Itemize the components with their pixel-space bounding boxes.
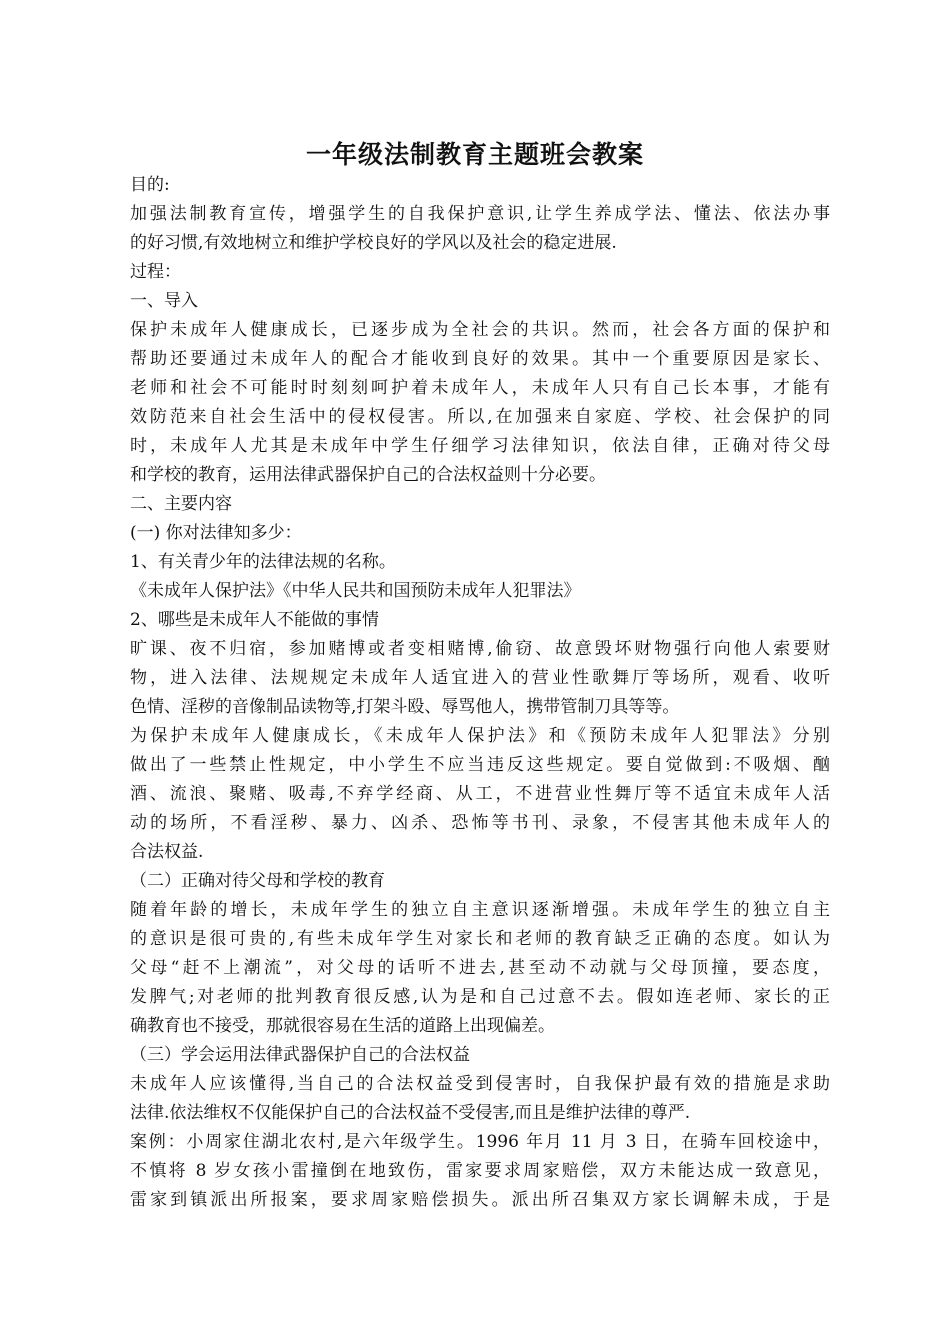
text-line: 色情、淫秽的音像制品读物等,打架斗殴、辱骂他人，携带管制刀具等等。 — [130, 697, 680, 717]
text-line: 效防范来自社会生活中的侵权侵害。所以,在加强来自家庭、学校、社会保护的同 — [130, 407, 830, 427]
text-line: 确教育也不接受，那就很容易在生活的道路上出现偏差。 — [130, 1016, 555, 1036]
text-line: 时，未成年人尤其是未成年中学生仔细学习法律知识，依法自律，正确对待父母 — [130, 436, 830, 456]
text-line: 目的: — [130, 175, 170, 195]
text-line: 动的场所，不看淫秽、暴力、凶杀、恐怖等书刊、录象，不侵害其他未成年人的 — [130, 813, 830, 833]
text-line: 旷课、夜不归宿，参加赌博或者变相赌博,偷窃、故意毁坏财物强行向他人索要财 — [130, 639, 830, 659]
text-line: 过程： — [130, 262, 181, 282]
document-body — [130, 171, 830, 1215]
text-line: 物，进入法律、法规规定未成年人适宜进入的营业性歌舞厅等场所，观看、收听 — [130, 668, 830, 688]
text-line: （三）学会运用法律武器保护自己的合法权益 — [130, 1045, 470, 1065]
text-line: 1、有关青少年的法律法规的名称。 — [130, 552, 396, 572]
text-line: 加强法制教育宣传，增强学生的自我保护意识,让学生养成学法、懂法、依法办事 — [130, 204, 830, 224]
text-line: 一、导入 — [130, 291, 198, 311]
text-line: 保护未成年人健康成长，已逐步成为全社会的共识。然而，社会各方面的保护和 — [130, 320, 830, 340]
text-line: 做出了一些禁止性规定，中小学生不应当违反这些规定。要自觉做到:不吸烟、酗 — [130, 755, 830, 775]
text-line: 法律.依法维权不仅能保护自己的合法权益不受侵害,而且是维护法律的尊严. — [130, 1103, 691, 1123]
text-line: 案例：小周家住湖北农村,是六年级学生。1996 年月 11 月 3 日，在骑车回校途中， — [130, 1132, 830, 1152]
text-line: 酒、流浪、聚赌、吸毒,不弃学经商、从工，不进营业性舞厅等不适宜未成年人活 — [130, 784, 830, 804]
text-line: 2、哪些是未成年人不能做的事情 — [130, 610, 379, 630]
text-line: (一) 你对法律知多少： — [130, 523, 302, 543]
text-line: 老师和社会不可能时时刻刻呵护着未成年人，未成年人只有自己长本事，才能有 — [130, 378, 830, 398]
text-line: 《未成年人保护法》《中华人民共和国预防未成年人犯罪法》 — [130, 581, 581, 601]
text-line: 和学校的教育，运用法律武器保护自己的合法权益则十分必要。 — [130, 465, 606, 485]
text-line: 父母“赶不上潮流”，对父母的话听不进去,甚至动不动就与父母顶撞，要态度， — [130, 958, 830, 978]
text-line: 随着年龄的增长，未成年学生的独立自主意识逐渐增强。未成年学生的独立自主 — [130, 900, 830, 920]
text-line: 二、主要内容 — [130, 494, 232, 514]
text-line: 发脾气;对老师的批判教育很反感,认为是和自己过意不去。假如连老师、家长的正 — [130, 987, 830, 1007]
text-line: 的好习惯,有效地树立和维护学校良好的学风以及社会的稳定进展. — [130, 233, 617, 253]
text-line: 的意识是很可贵的,有些未成年学生对家长和老师的教育缺乏正确的态度。如认为 — [130, 929, 830, 949]
text-line: 未成年人应该懂得,当自己的合法权益受到侵害时，自我保护最有效的措施是求助 — [130, 1074, 830, 1094]
text-line: 合法权益. — [130, 842, 204, 862]
text-line: 帮助还要通过未成年人的配合才能收到良好的效果。其中一个重要原因是家长、 — [130, 349, 830, 369]
text-line: 为保护未成年人健康成长，《未成年人保护法》和《预防未成年人犯罪法》分别 — [130, 726, 830, 746]
text-line: 雷家到镇派出所报案，要求周家赔偿损失。派出所召集双方家长调解未成，于是 — [130, 1190, 830, 1210]
text-line: 不慎将 8 岁女孩小雷撞倒在地致伤，雷家要求周家赔偿，双方未能达成一致意见， — [130, 1161, 830, 1181]
text-line: （二）正确对待父母和学校的教育 — [130, 871, 385, 891]
document-title: 一年级法制教育主题班会教案 — [305, 140, 644, 169]
